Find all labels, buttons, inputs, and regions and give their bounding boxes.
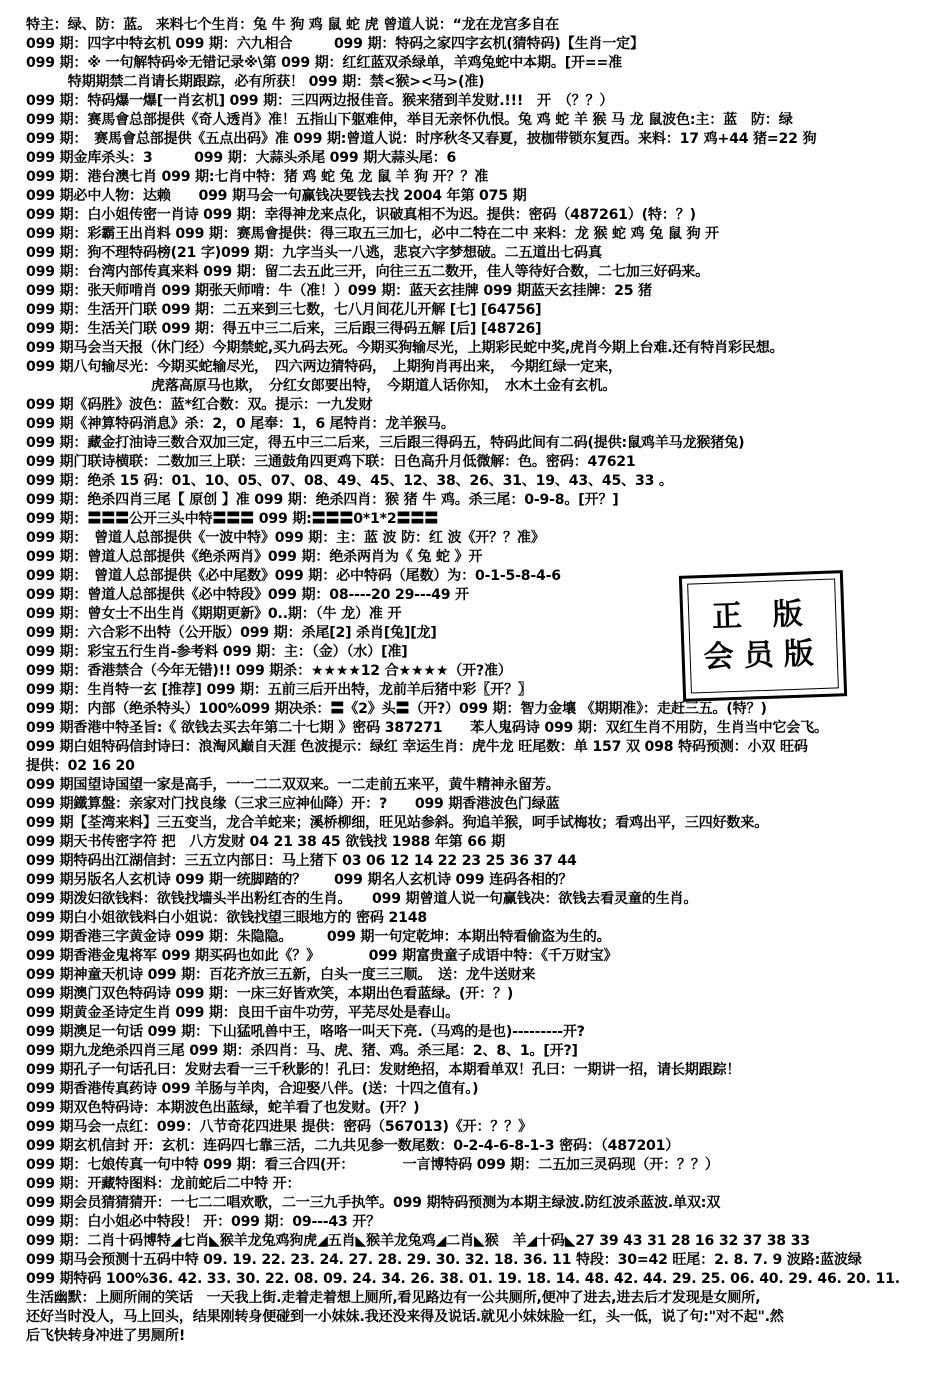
text-line: 099 期：曾道人总部提供《绝杀两肖》099 期：绝杀两肖为《 兔 蛇 》开 (26, 549, 483, 565)
text-line: 099 期香港中特圣旨:《 欲钱去买去年第二十七期 》密码 387271 苯人鬼码诗 099 期：双红生肖不用防，生肖当中它会飞。 (26, 720, 828, 736)
text-line: 099 期：赛馬會总部提供《奇人透肖》准！五指山下躯难伸，举目无亲怀仇恨。兔 鸡 蛇 羊 猴 马 龙 鼠波色:主：蓝 防：绿 (26, 112, 793, 128)
text-line: 099 期玄机信封 开：玄机：连码四七靠三活，二九共见参一数尾数：0-2-4-6-8-1-3 密码：（487201） (26, 1138, 680, 1154)
text-line: 099 期：彩霸王出肖料 099 期：赛馬會提供：得三取五三加七，必中二特在二中 来料：龙 猴 蛇 鸡 兔 鼠 狗 开 (26, 226, 719, 242)
text-line: 特主：绿、防：蓝。 来料七个生肖：兔 牛 狗 鸡 鼠 蛇 虎 曾道人说：“龙在龙宫多自在 (26, 17, 559, 33)
text-line: 099 期澳门双色特码诗 099 期：一床三好皆欢笑，本期出色看蓝绿。(开：？) (26, 986, 514, 1002)
text-line: 099 期：二肖十码博特◢七肖◣猴羊龙兔鸡狗虎◢五肖◣猴羊龙兔鸡◢二肖◣猴 羊◢十码◣27 39 43 31 28 16 32 37 38 33 (26, 1233, 810, 1249)
text-line: 099 期香港三字黄金诗 099 期：朱隐隐。 099 期一句定乾坤：本期出特看偷盗为生的。 (26, 929, 611, 945)
text-line: 099 期：内部（绝杀特头）100%099 期决杀：〓《2》头〓（开?）099 期：智力金壤 《期期准》：走赶三五。(特？) (26, 701, 767, 717)
text-line: 099 期：※ 一句解特码※无错记录※\第 099 期：红红蓝双杀绿单，羊鸡兔蛇中本期。[开==准 (26, 55, 622, 71)
text-line: 099 期天书传密字符 把 八方发财 04 21 38 45 欲钱找 1988 年第 66 期 (26, 834, 506, 850)
text-line: 099 期白姐特码信封诗曰：浪淘风巅自天涯 色波提示：绿红 幸运生肖：虎牛龙 旺尾数：单 157 双 098 特码预测：小双 旺码 (26, 739, 808, 755)
text-line: 还好当时没人，马上回头，结果刚转身便碰到一小妹妹.我还没来得及说话.就见小妹妹脸一红，头一低，说了句:"对不起".然 (26, 1309, 784, 1325)
text-line: 099 期：开藏特图料：龙前蛇后二中特 开： (26, 1176, 301, 1192)
text-line: 099 期：六合彩不出特（公开版）099 期：杀尾[2] 杀肖[兔][龙] (26, 625, 437, 641)
text-line: 099 期会员猜猜猜开：一七二二唱欢歌，二一三九手执竿。099 期特码预测为本期主绿波.防红波杀蓝波.单双:双 (26, 1195, 721, 1211)
text-line: 099 期：生肖特一玄 [推荐] 099 期：五前三后开出特，龙前羊后猪中彩〖开？〗 (26, 682, 532, 698)
text-line: 099 期：绝杀四肖三尾【 原创 】准 099 期：绝杀四肖：猴 猪 牛 鸡。杀三尾：0-9-8。[开？] (26, 492, 619, 508)
text-line: 099 期：台湾内部传真来料 099 期：留二去五此三开，向往三五二数开，佳人等待好合数，二七加三好码来。 (26, 264, 710, 280)
text-line: 099 期：〓〓〓公开三头中特〓〓〓 099 期:〓〓〓0*1*2〓〓〓 (26, 511, 439, 527)
text-line: 099 期：生活开门联 099 期：二五来到三七数，七八月间花儿开解 [七] [64756] (26, 302, 542, 318)
text-line: 099 期： 曾道人总部提供《必中尾数》099 期：必中特码（尾数）为：0-1-5-8-4-6 (26, 568, 561, 584)
text-line: 099 期： 曾道人总部提供《一波中特》099 期：主：蓝 波 防：红 波《开？？准》 (26, 530, 545, 546)
text-line: 099 期：绝杀 15 码：01、10、05、07、08、49、45、12、38、26、31、19、43、45、33 。 (26, 473, 673, 489)
text-line: 099 期双色特码诗：本期波色出蓝绿，蛇羊看了也发财。(开？) (26, 1100, 420, 1116)
text-line: 099 期必中人物：达赖 099 期马会一句赢钱决要钱去找 2004 年第 075 期 (26, 188, 527, 204)
text-line: 099 期：藏金打油诗三数合双加三定，得五中三二后来，三后跟三得码五，特码此间有二码(提供:鼠鸡羊马龙猴猪兔) (26, 435, 745, 451)
text-line: 099 期国望诗国望一家是高手，一一二二双双来。一二走前五来平，黄牛精神永留芳。 (26, 777, 560, 793)
text-line: 099 期白小姐欲钱料白小姐说：欲钱找望三眼地方的 密码 2148 (26, 910, 427, 926)
text-line: 099 期：港台澳七肖 099 期:七肖中特：猪 鸡 蛇 兔 龙 鼠 羊 狗 开？？准 (26, 169, 489, 185)
text-line: 099 期特码出江湖信封：三五立内部日：马上猪下 03 06 12 14 22 23 25 36 37 44 (26, 853, 577, 869)
text-line: 099 期：白小姐传密一肖诗 099 期：幸得神龙来点化，识破真相不为迟。提供：密码（487261）(特：？) (26, 207, 696, 223)
text-line: 099 期：生活关门联 099 期：得五中三二后来，三后跟三得码五解 [后] [48726] (26, 321, 542, 337)
text-line: 099 期【荃湾来料】三五变当，龙合羊蛇来；溪桥柳细，旺见站参斜。狗追羊猴，呵手试梅妆；看鸡出平，三四好数来。 (26, 815, 769, 831)
text-line: 099 期特码 100%36. 42. 33. 30. 22. 08. 09. 24. 34. 26. 38. 01. 19. 18. 14. 48. 42. 44. 29. 25. 06. 40. 29. 46. 20. 11. (26, 1271, 900, 1287)
text-line: 虎落高原马也欺， 分红女郎要出特， 今期道人话你知， 水木土金有玄机。 (26, 378, 617, 394)
text-line: 099 期泼妇欲钱料：欲钱找墙头半出粉红杏的生肖。 099 期曾道人说一句赢钱决：欲钱去看灵童的生肖。 (26, 891, 698, 907)
text-line: 099 期：白小姐必中特段！ 开：099 期：09---43 开？ (26, 1214, 381, 1230)
text-line: 099 期孔子一句话孔曰：发财去看一三千秋影的！孔曰：发财绝招，本期看单双！孔曰：一期讲一招，请长期跟踪！ (26, 1062, 741, 1078)
text-line: 099 期黄金圣诗定生肖 099 期：良田千亩牛功劳，平芜尽处是春山。 (26, 1005, 459, 1021)
text-line: 099 期门联诗横联：二数加三上联：三通鼓角四更鸡下联：日色高升月低微解：色。密码：47621 (26, 454, 636, 470)
text-line: 099 期八句输尽光：今期买蛇输尽光， 四六两边猜特码， 上期狗肖再出来， 今期红绿一定来， (26, 359, 622, 375)
text-line: 099 期九龙绝杀四肖三尾 099 期：杀四肖：马、虎、猪、鸡。杀三尾：2、8、1。[开?] (26, 1043, 578, 1059)
text-line: 099 期马会一点红：099：八节奇花四进果 提供：密码（567013)《开：？？》 (26, 1119, 533, 1135)
text-line: 099 期《神算特码消息》杀：2，0 尾奉：1，6 尾特肖：龙羊猴马。 (26, 416, 455, 432)
stamp-line-1: 正 版 (711, 596, 814, 635)
text-line: 099 期：特码爆一爆[一肖玄机] 099 期：三四两边报佳音。猴来猪到羊发财.!!! 开 （？？） (26, 93, 614, 109)
text-line: 099 期：狗不理特码榜(21 字)099 期：九字当头一八逃，悲哀六字梦想破。二五道出七码真 (26, 245, 602, 261)
text-line: 099 期马会当天报（休门经）今期禁蛇,买九码去死。今期买狗输尽光，上期彩民蛇中奖,虎肖今期上台难.还有特肖彩民想。 (26, 340, 784, 356)
text-line: 099 期《码胜》波色：蓝*红合数：双。提示：一九发财 (26, 397, 373, 413)
text-line: 099 期鐵算盤：亲家对门找良缘（三求三应神仙降）开：? 099 期香港波色门绿蓝 (26, 796, 560, 812)
stamp-line-2: 会员版 (703, 635, 825, 676)
text-line: 099 期香港传真药诗 099 羊肠与羊肉，合迎娶八伴。(送：十四之值有。) (26, 1081, 479, 1097)
text-line: 099 期： 赛馬會总部提供《五点出码》准 099 期:曾道人说：时序秋冬又春夏，披枷带锁东复西。来料：17 鸡+44 猪=22 狗 (26, 131, 817, 147)
official-member-stamp (679, 570, 847, 702)
text-line: 生活幽默：上厕所闹的笑话 一天我上街.走着走着想上厕所,看见路边有一公共厕所,便冲了进去,进去后才发现是女厕所, (26, 1290, 761, 1306)
text-line: 提供：02 16 20 (26, 758, 135, 774)
text-line: 099 期另版名人玄机诗 099 期一统脚踏的？ 099 期名人玄机诗 099 连码各相的？ (26, 872, 573, 888)
text-line: 099 期：香港禁合（今年无错)!! 099 期杀：★★★★12 合★★★★（开?准） (26, 663, 512, 679)
text-line: 特期期禁二肖请长期跟踪，必有所获！ 099 期：禁<猴><马>(准) (26, 74, 485, 90)
text-line: 099 期：曾女士不出生肖《期期更新》0..期：（牛 龙）准 开 (26, 606, 402, 622)
text-line: 099 期金库杀头：3 099 期：大蒜头杀尾 099 期大蒜头尾：6 (26, 150, 457, 166)
text-line: 099 期：张天师啃肖 099 期张天师啃：牛（准！）099 期：蓝天玄挂牌 099 期蓝天玄挂牌：25 猪 (26, 283, 652, 299)
text-line: 099 期：四字中特玄机 099 期：六九相合 099 期：特码之家四字玄机(猜特码)【生肖一定】 (26, 36, 644, 52)
text-line: 099 期马会预测十五码中特 09. 19. 22. 23. 24. 27. 28. 29. 30. 32. 18. 36. 11 特段：30=42 旺尾：2. 8. 7. 9 波路:蓝波绿 (26, 1252, 862, 1268)
text-line: 099 期：彩宝五行生肖-参考料 099 期：主：（金）（水）[准] (26, 644, 408, 660)
text-line: 099 期香港金鬼将军 099 期买码也如此《？》 099 期富贵童子成语中特：《千万财宝》 (26, 948, 618, 964)
text-line: 099 期澳足一句话 099 期：下山猛吼兽中王，咯咯一叫天下亮.（马鸡的是也)---------开? (26, 1024, 585, 1040)
text-line: 后飞快转身冲进了男厕所! (26, 1328, 186, 1344)
text-line: 099 期神童天机诗 099 期：百花齐放三五新，白头一度三三顺。 送：龙牛送财来 (26, 967, 536, 983)
text-line: 099 期：曾道人总部提供《必中特段》099 期：08----20 29---49 开 (26, 587, 469, 603)
text-line: 099 期：七娘传真一句中特 099 期：看三合四(开： 一言博特码 099 期：二五加三灵码现（开：？？） (26, 1157, 719, 1173)
